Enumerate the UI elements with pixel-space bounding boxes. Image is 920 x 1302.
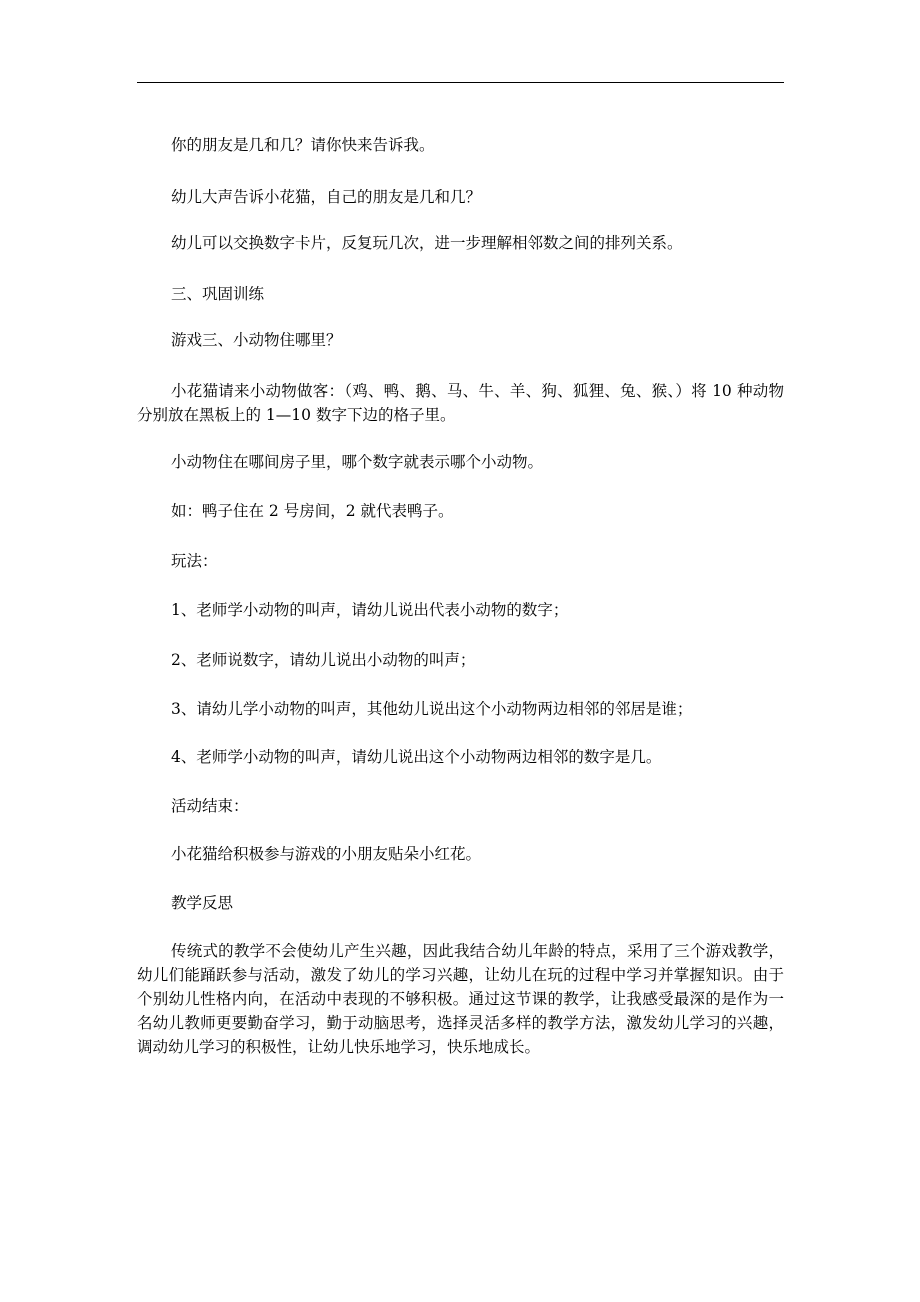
list-item: 4、老师学小动物的叫声，请幼儿说出这个小动物两边相邻的数字是几。 (171, 748, 662, 766)
paragraph: 活动结束： (171, 797, 249, 815)
section-heading: 教学反思 (171, 894, 234, 912)
list-item: 1、老师学小动物的叫声，请幼儿说出代表小动物的数字； (171, 601, 569, 619)
paragraph: 小动物住在哪间房子里，哪个数字就表示哪个小动物。 (171, 453, 544, 471)
paragraph: 小花猫请来小动物做客：（鸡、鸭、鹅、马、牛、羊、狗、狐狸、兔、猴、）将 10 种动物分别放在黑板上的 1—10 数字下边的格子里。 (137, 382, 784, 424)
header-rule (137, 82, 784, 83)
paragraph: 如：鸭子住在 2 号房间，2 就代表鸭子。 (171, 502, 454, 520)
section-heading: 三、巩固训练 (171, 285, 265, 303)
list-item: 2、老师说数字，请幼儿说出小动物的叫声； (171, 651, 476, 669)
paragraph: 玩法： (171, 552, 218, 570)
paragraph: 你的朋友是几和几？请你快来告诉我。 (171, 136, 435, 154)
paragraph: 传统式的教学不会使幼儿产生兴趣，因此我结合幼儿年龄的特点，采用了三个游戏教学，幼儿们能踊跃参与活动，激发了幼儿的学习兴趣，让幼儿在玩的过程中学习并掌握知识。由于个别幼儿性格内向，在活动中表现的不够积极。通过这节课的教学，让我感受最深的是作为一名幼儿教师更要勤奋学习，勤于动脑思考，选择灵活多样的教学方法，激发幼儿学习的兴趣，调动幼儿学习的积极性，让幼儿快乐地学习，快乐地成长。 (137, 942, 784, 1056)
list-item: 3、请幼儿学小动物的叫声，其他幼儿说出这个小动物两边相邻的邻居是谁； (171, 700, 693, 718)
paragraph: 幼儿可以交换数字卡片，反复玩几次，进一步理解相邻数之间的排列关系。 (171, 234, 683, 252)
paragraph: 小花猫给积极参与游戏的小朋友贴朵小红花。 (171, 845, 482, 863)
paragraph: 游戏三、小动物住哪里？ (171, 331, 342, 349)
paragraph: 幼儿大声告诉小花猫，自己的朋友是几和几？ (171, 188, 482, 206)
